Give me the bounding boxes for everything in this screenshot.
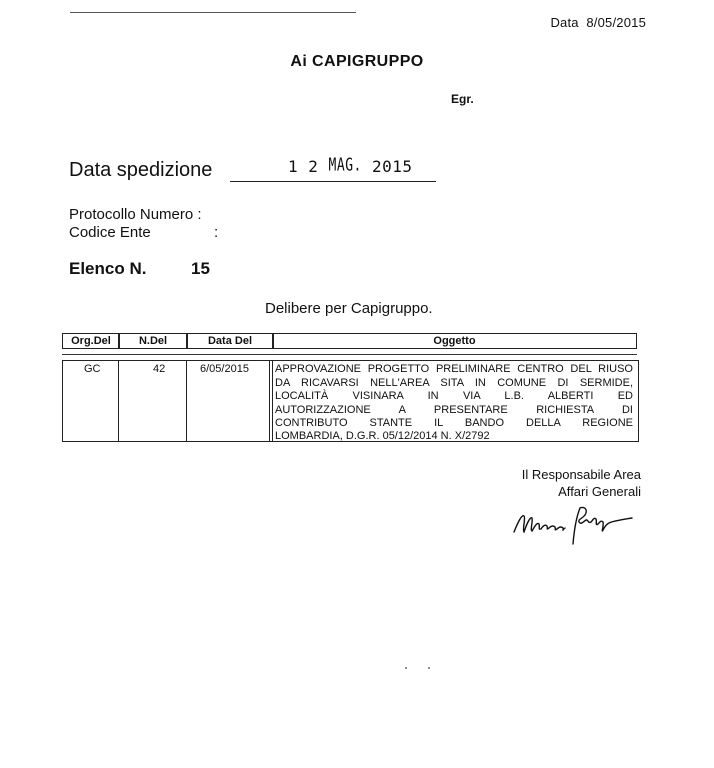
subject-line: AUTORIZZAZIONE A PRESENTARE RICHIESTA DI xyxy=(275,403,633,416)
column-separator xyxy=(269,360,270,442)
entity-code-label: Codice Ente xyxy=(69,224,151,241)
header-subject: Oggetto xyxy=(272,333,637,349)
salutation: Egr. xyxy=(451,92,474,106)
handwritten-signature xyxy=(510,500,645,550)
row-num: 42 xyxy=(153,363,166,375)
subject-line: DA RICAVARSI NELL'AREA SITA IN COMUNE DI SERMIDE, xyxy=(275,376,633,389)
stamp-day: 1 2 xyxy=(288,157,319,176)
entity-code-colon: : xyxy=(214,224,219,241)
subject-line-last: LOMBARDIA, D.G.R. 05/12/2014 N. X/2792 xyxy=(275,430,490,442)
subject-line: APPROVAZIONE PROGETTO PRELIMINARE CENTRO DEL RIUSO xyxy=(275,363,633,375)
date-value: 8/05/2015 xyxy=(586,15,646,30)
responsible-title: Il Responsabile Area xyxy=(521,467,641,482)
protocol-number-label: Protocollo Numero : xyxy=(69,206,202,223)
column-separator xyxy=(272,360,273,442)
stamp-month: MAG. xyxy=(328,155,362,176)
responsible-department: Affari Generali xyxy=(558,484,641,499)
column-separator xyxy=(118,360,119,442)
shipping-date-line xyxy=(230,181,436,182)
header-date: Data Del xyxy=(186,333,274,349)
header-org: Org.Del xyxy=(62,333,120,349)
list-number-value: 15 xyxy=(191,259,210,278)
scan-speck xyxy=(428,667,430,669)
shipping-date-label: Data spedizione xyxy=(69,159,213,181)
document-subtitle: Delibere per Capigruppo. xyxy=(265,300,433,317)
row-org: GC xyxy=(84,363,101,375)
addressee-heading: Ai CAPIGRUPPO xyxy=(290,53,424,70)
row-subject xyxy=(275,363,633,431)
subject-line: CONTRIBUTO STANTE IL BANDO DELLA REGIONE xyxy=(275,417,633,429)
top-divider xyxy=(70,12,356,13)
document-date xyxy=(550,15,646,30)
column-separator xyxy=(186,360,187,442)
header-num: N.Del xyxy=(118,333,188,349)
row-date: 6/05/2015 xyxy=(200,363,249,375)
scan-speck xyxy=(405,667,407,669)
stamp-year: 2015 xyxy=(372,157,413,176)
date-label: Data xyxy=(550,15,579,30)
subject-line: LOCALITÀ VISINARA IN VIA L.B. ALBERTI ED xyxy=(275,390,633,402)
shipping-date-stamp xyxy=(288,157,413,176)
list-number-label: Elenco N. xyxy=(69,259,147,278)
table-divider xyxy=(62,354,637,355)
